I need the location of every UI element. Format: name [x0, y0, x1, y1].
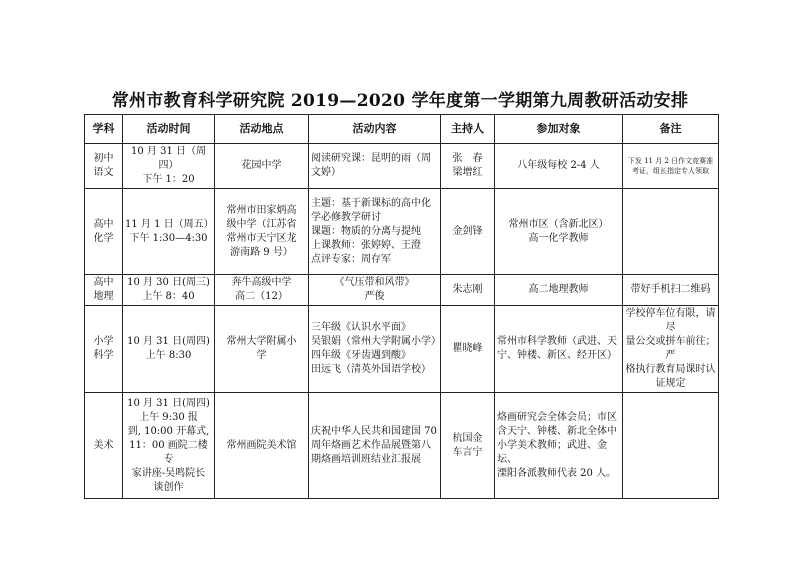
cell-notes-line: 下发 11 月 2 日作文竞赛准	[627, 157, 714, 165]
cell-content-line: 田远飞（清英外国语学校）	[311, 364, 431, 375]
cell-content-line: 上课教师：张婷婷、王澄	[311, 239, 421, 251]
cell-place-line: 常州市天宁区龙	[226, 232, 297, 244]
cell-participants-line: 烙画研究会全体会员；市区	[497, 411, 617, 423]
table-row	[85, 275, 719, 306]
cell-content-line: 学必修教学研讨	[311, 211, 381, 223]
cell-place	[215, 144, 309, 189]
cell-time	[123, 189, 215, 275]
cell-content-line: 庆祝中华人民共和国建国 70	[311, 425, 437, 437]
cell-host-line: 张 春	[452, 153, 483, 164]
cell-host-line: 梁增红	[452, 167, 483, 178]
cell-place-line: 常州市田家炳高	[226, 204, 297, 216]
cell-time-line: 11 月 1 日（周五）	[125, 218, 214, 230]
cell-subject	[85, 189, 123, 275]
cell-time-line: 上午 8：40	[142, 291, 195, 302]
cell-subject-line: 科学	[93, 350, 114, 361]
cell-subject	[85, 306, 123, 393]
cell-place	[215, 306, 309, 393]
cell-notes	[623, 393, 719, 499]
cell-notes-line: 量公交或拼车前往；严	[625, 336, 716, 361]
cell-notes-line: 证规定	[655, 378, 686, 389]
cell-time	[123, 306, 215, 393]
cell-content-line: 主题：基于新课标的高中化	[311, 197, 431, 209]
cell-host	[441, 393, 495, 499]
cell-host-line: 杭国金	[452, 432, 483, 444]
cell-time-line: 下午 1:30—4:30	[129, 232, 208, 244]
cell-notes-line: 格执行教育局课时认	[625, 364, 716, 375]
cell-notes-line: 学校停车位有限，请尽	[625, 308, 716, 333]
cell-content-line: 期烙画培训班结业汇报展	[311, 453, 421, 465]
cell-participants	[495, 393, 623, 499]
cell-time-line: 10 月 31 日(周四)	[127, 397, 210, 409]
cell-content-line: 课题：物质的分离与提纯	[311, 225, 421, 237]
cell-host-line: 金剑锋	[452, 225, 483, 237]
cell-place-line: 高二（12）	[235, 291, 288, 302]
header-notes: 备注	[623, 115, 719, 144]
cell-participants	[495, 189, 623, 275]
table-row	[85, 306, 719, 393]
cell-time-line: 家讲座-吴鸣院长	[131, 467, 206, 479]
document-title: 常州市教育科学研究院 2019—2020 学年度第一学期第九周教研活动安排	[111, 91, 689, 111]
cell-place-line: 学	[256, 350, 267, 361]
cell-participants-line: 常州市区（含新北区）	[508, 218, 609, 230]
cell-content-line: 四年级《牙齿遇到酸》	[311, 350, 411, 361]
cell-host-line: 车言宁	[452, 446, 483, 458]
cell-subject-line: 高中	[93, 277, 114, 288]
cell-subject	[85, 393, 123, 499]
cell-participants	[495, 306, 623, 393]
cell-place-line: 游南路 9 号）	[230, 246, 293, 258]
cell-host-line: 朱志刚	[452, 284, 483, 295]
cell-subject-line: 高中	[93, 218, 114, 230]
cell-subject	[85, 144, 123, 189]
cell-place-line: 花园中学	[241, 160, 282, 171]
cell-subject-line: 语文	[93, 167, 114, 178]
cell-content-line: 《气压带和风带》	[334, 277, 415, 288]
cell-notes	[623, 275, 719, 306]
cell-content-line: 阅读研究课：昆明的雨（周	[311, 153, 431, 164]
table-row	[85, 189, 719, 275]
cell-notes	[623, 189, 719, 275]
cell-time	[123, 144, 215, 189]
cell-content-line: 点评专家：周存军	[311, 253, 391, 265]
table-row	[85, 393, 719, 499]
header-place: 活动地点	[215, 115, 309, 144]
cell-place	[215, 275, 309, 306]
cell-participants-line: 八年级每校 2-4 人	[517, 160, 600, 171]
cell-participants-line: 含天宁、钟楼、新北全体中	[497, 425, 617, 437]
header-subject: 学科	[85, 115, 123, 144]
header-host: 主持人	[441, 115, 495, 144]
cell-participants-line: 溧阳各派教师代表 20 人。	[497, 467, 617, 479]
table-row	[85, 144, 719, 189]
cell-notes-line: 考证，组长指定专人领取	[632, 167, 709, 175]
cell-content-line: 周年烙画艺术作品展暨第八	[311, 439, 431, 451]
cell-time-line: 10 月 30 日(周三)	[127, 277, 210, 288]
cell-content-line: 吴银娟（常州大学附属小学）	[311, 336, 441, 347]
cell-time-line: 到, 10:00 开幕式,	[127, 425, 210, 437]
cell-content	[309, 393, 441, 499]
cell-subject-line: 美术	[93, 439, 114, 451]
cell-time	[123, 393, 215, 499]
cell-time-line: 11：00 画院二楼专	[129, 439, 208, 465]
cell-time-line: 谈创作	[153, 481, 184, 493]
cell-subject-line: 初中	[93, 153, 114, 164]
header-content: 活动内容	[309, 115, 441, 144]
cell-place	[215, 189, 309, 275]
cell-content-line: 严俊	[364, 291, 385, 302]
cell-time-line: 上午 8:30	[145, 350, 192, 361]
cell-participants-line: 宁、钟楼、新区、经开区）	[497, 350, 617, 361]
cell-participants-line: 常州市科学教师（武进、天	[497, 336, 617, 347]
cell-host	[441, 189, 495, 275]
table-header-row	[85, 115, 719, 144]
cell-content	[309, 189, 441, 275]
cell-time	[123, 275, 215, 306]
cell-host	[441, 144, 495, 189]
cell-participants-line: 小学美术教师；武进、金坛、	[497, 439, 607, 465]
cell-participants-line: 高二地理教师	[528, 284, 589, 295]
cell-host	[441, 275, 495, 306]
cell-content	[309, 144, 441, 189]
cell-host-line: 瞿晓峰	[452, 343, 483, 354]
header-participants: 参加对象	[495, 115, 623, 144]
cell-subject	[85, 275, 123, 306]
schedule-table	[84, 114, 719, 499]
cell-host	[441, 306, 495, 393]
cell-time-line: 10 月 31 日(周四)	[127, 336, 210, 347]
cell-subject-line: 地理	[93, 291, 114, 302]
cell-place	[215, 393, 309, 499]
cell-subject-line: 小学	[93, 336, 114, 347]
cell-place-line: 奔牛高级中学	[231, 277, 292, 288]
cell-time-line: 上午 9:30 报	[139, 411, 198, 423]
cell-place-line: 常州大学附属小	[226, 336, 297, 347]
cell-content-line: 文婷）	[311, 167, 341, 178]
cell-content	[309, 306, 441, 393]
cell-notes-line: 带好手机扫二维码	[630, 284, 711, 295]
cell-participants	[495, 275, 623, 306]
cell-subject-line: 化学	[93, 232, 114, 244]
cell-notes	[623, 144, 719, 189]
cell-content-line: 三年级《认识水平面》	[311, 322, 411, 333]
cell-time-line: 下午 1：20	[142, 174, 195, 185]
cell-participants	[495, 144, 623, 189]
cell-participants-line: 高一化学教师	[528, 232, 589, 244]
cell-place-line: 级中学（江苏省	[226, 218, 297, 230]
cell-content	[309, 275, 441, 306]
cell-time-line: 10 月 31 日（周四）	[131, 146, 206, 171]
cell-notes	[623, 306, 719, 393]
cell-place-line: 常州画院美术馆	[226, 439, 297, 451]
header-time: 活动时间	[123, 115, 215, 144]
